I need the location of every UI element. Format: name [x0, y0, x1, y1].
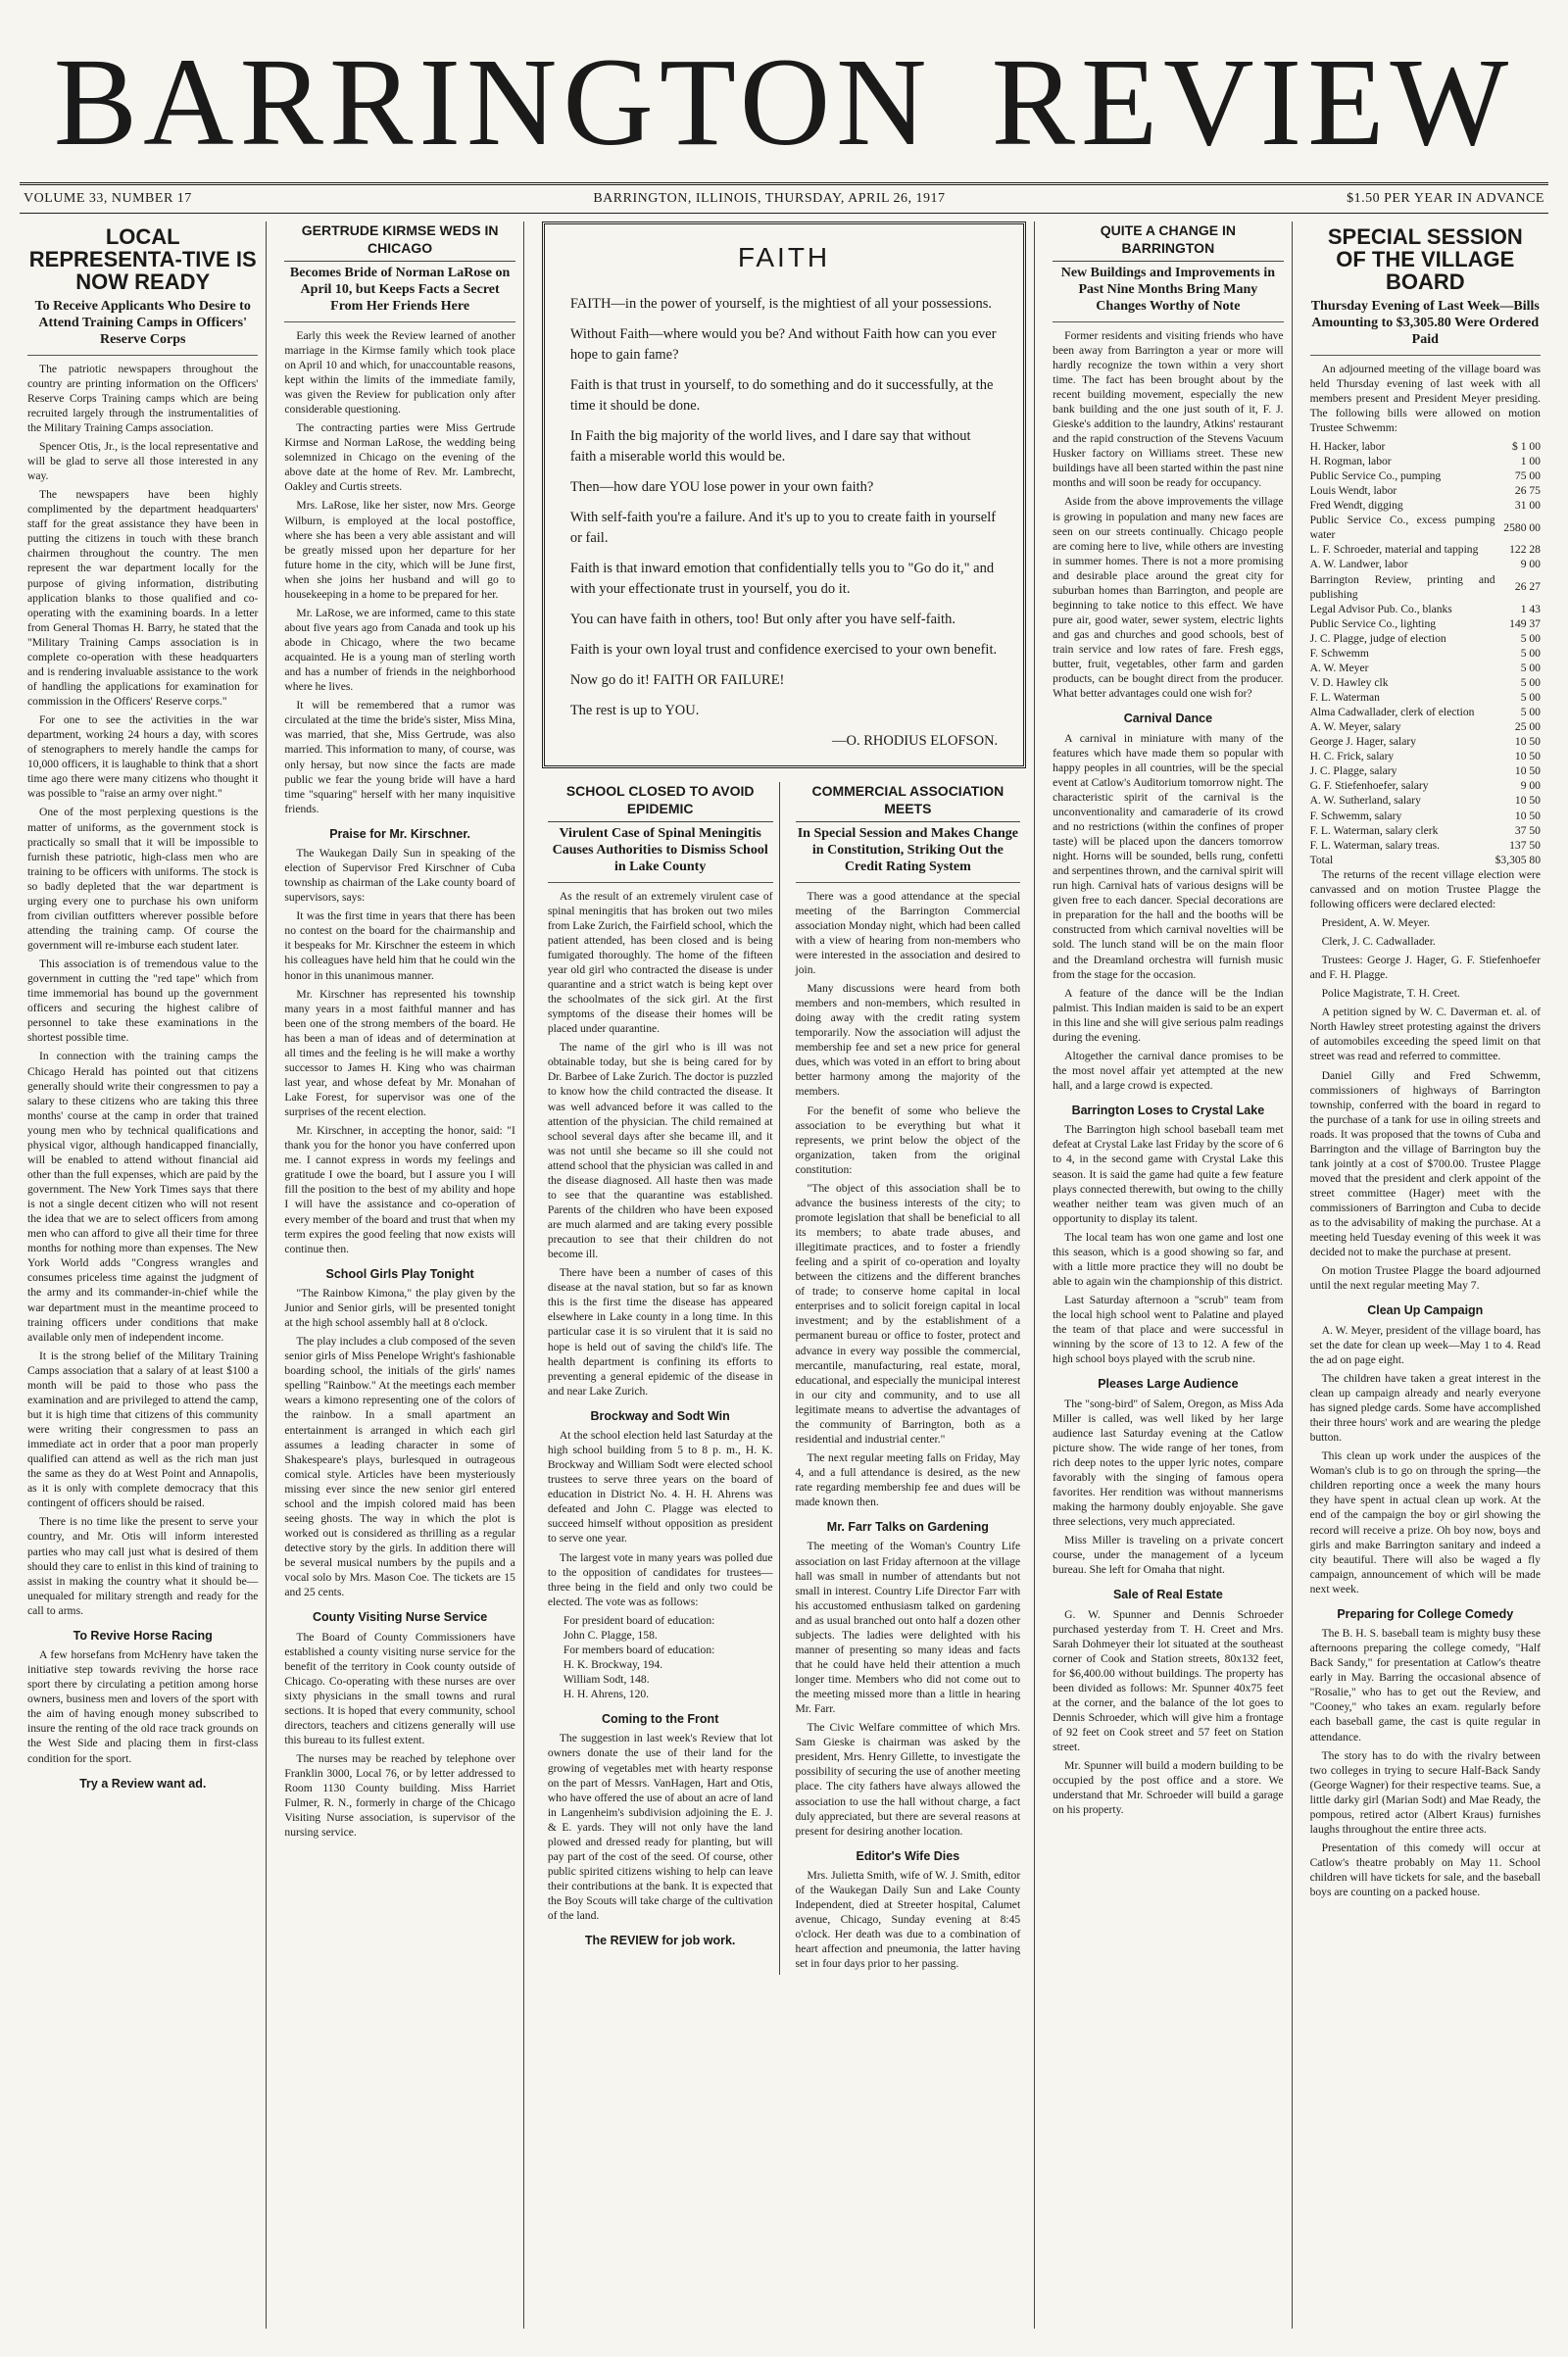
bill-payee: H. Rogman, labor: [1309, 455, 1392, 468]
paragraph: One of the most perplexing questions is the matter of uniforms, as the government stock is practically so small that it will be impossible to furnish these patriotic, high-class men who are training to be officers with uniforms. The stock is so badly depleted that the war department is urging every one to purchase his own uniform from civilian outfitters wherever possible before attending the training camp. Of course the government will re-imburse each student later.: [27, 806, 259, 953]
paragraph: The suggestion in last week's Review that lot owners donate the use of their land for the growing of vegetables met with hearty response on the part of Messrs. VanHagen, Hart and Otis, who have offered the use of about an acre of land in Langenheim's subdivision adjoining the E. J. & E. yards. They will not only have the land plowed and dressed ready for planting, but will pay part of the cost of the seed. Of course, other public spirited citizens wishing to help can leave their contributions at the bank. It is expected that the Boy Scouts will take charge of the cultivation of the land.: [547, 1732, 773, 1923]
paragraph: The nurses may be reached by telephone over Franklin 3000, Local 76, or by letter addressed to Room 1130 County building. Miss Harriet Fulmer, R. N., formerly in charge of the Chicago Visiting Nurse association, is supervisor of the nursing service.: [284, 1752, 515, 1840]
article-body: [27, 1647, 258, 1766]
footer-ad: Try a Review want ad.: [79, 1776, 207, 1791]
bill-payee: Total: [1309, 853, 1334, 866]
intro-paragraph: An adjourned meeting of the village board was held Thursday evening of last week with all members present and President Meyer presiding. The following bills were allowed on motion Trustee Schwemm:: [1309, 362, 1541, 434]
bill-amount: 5 00: [1520, 661, 1541, 674]
paragraph: William Sodt, 148.: [563, 1673, 650, 1686]
paragraph: The newspapers have been highly complimented by the department headquarters' staff for the great assistance they have been in putting the citizens in touch with these branch chairmen throughout the country. The men represent the war department locally for the purpose of giving information, distributing application blanks to those qualified and co-operating with the examining boards. In a letter from General Thomas H. Barry, he stated that the "Military Training Camps association is in complete co-operation with these headquarters and is rendering invaluable assistance to the work of handling the applications for examination for commission in the Officers' Reserve corps.": [27, 488, 259, 709]
paragraph: The play includes a club composed of the seven senior girls of Miss Penelope Wright's fashionable boarding school, the initials of the girls' names spelling "Rainbow." At the meetings each member wears a kimono representing one of the colors of the rainbow. In a small apartment an entertainment is arranged in which each girl assumes a leading character in some of Shakespeare's plays, burlesqued in outrageous comical style. Articles have been mysteriously missing ever since the new senior girl entered school and the impish colored maid has been seeing ghosts. The way in which the plot is worked out is considered as thrilling as a regular detective story by the girls. In addition there will be several musical numbers by the pupils and a vocal solo by Mrs. Mason Coe. The tickets are 15 and 25 cents.: [284, 1335, 515, 1599]
article-body: [548, 1731, 773, 1923]
headline: GERTRUDE KIRMSE WEDS IN CHICAGO: [284, 221, 514, 262]
bill-amount: 5 00: [1520, 646, 1541, 660]
column-6: [1302, 221, 1548, 2329]
bill-amount: 10 50: [1514, 750, 1541, 763]
bill-payee: A. W. Meyer: [1309, 661, 1369, 674]
paragraph: The contracting parties were Miss Gertrude Kirmse and Norman LaRose, the wedding being solemnized in Chicago on the evening of the above date at the home of Rev. Mr. Lambrecht, Oakley and Curtis streets.: [284, 421, 515, 494]
paragraph: Mr. Spunner will build a modern building to be occupied by the post office and a store. We understand that Mr. Schroeder will build a garage on his property.: [1053, 1759, 1284, 1817]
paragraph: "The object of this association shall be to advance the business interests of the city; to promote legislation that shall be beneficial to all its members; to abate trade abuses, and illegitimate practices, and to foster a friendly feeling and a spirit of co-operation and loyalty between the citizens and the different branches of trade; to conserve home capital in local enterprises and to solicit foreign capital in local investment; and by the establishment of a permanent bureau or office to foster, protect and advance in every way possible the commercial, mercantile, manufacturing, real estate, moral, educational, and especially the municipal interest in our city and community, and to use all legitimate means to advertise the advantages of the community of Barrington, both as a residential and industrial center.": [795, 1181, 1021, 1446]
column-4: [790, 782, 1027, 1976]
paragraph: John C. Plagge, 158.: [563, 1628, 658, 1642]
paragraph: The largest vote in many years was polled due to the opposition of candidates for trustees—three being in the field and only two could be elected. The vote was as follows:: [547, 1550, 773, 1608]
column-2: [276, 221, 523, 2329]
vote-list: [548, 1613, 773, 1701]
masthead-word-2: REVIEW: [991, 32, 1515, 172]
dateline: [20, 182, 1548, 214]
bill-amount: 75 00: [1514, 469, 1541, 483]
bill-amount: 26 75: [1514, 484, 1541, 498]
section-heading: County Visiting Nurse Service: [312, 1610, 488, 1625]
bill-payee: J. C. Plagge, judge of election: [1309, 631, 1446, 645]
article-body: [548, 889, 773, 1399]
subhead: Becomes Bride of Norman LaRose on April 10, but Keeps Facts a Secret From Her Friends Here: [284, 266, 514, 321]
section-heading: Coming to the Front: [601, 1712, 719, 1727]
bill-row: [1310, 661, 1541, 675]
article-body: [1310, 867, 1541, 1294]
paragraph: Faith is that trust in yourself, to do something and do it successfully, at the time it should be done.: [569, 376, 994, 414]
paragraph: Many discussions were heard from both members and non-members, which resulted in doing away with the credit rating system temporarily. Now the association will adjust the membership fee and set a new price for general dues, which was voted in an effort to bring about better harmony among the majority of the members.: [795, 982, 1021, 1099]
paragraph: Presentation of this comedy will occur at Catlow's theatre probably on May 11. School children will have tickets for sale, and the baseball boys are counting on a packed house.: [1309, 1841, 1541, 1899]
paragraph: Mr. Kirschner has represented his township many years in a most faithful manner and has been one of the strong members of the board. He has been a man of ideas and of determination at all times and the feeling is he will make a worthy successor to James H. King who was chairman last year, and whose defeat by Mr. Monahan of Lake Forest, for supervisor was one of the surprises of the recent election.: [284, 987, 515, 1119]
paragraph: There was a good attendance at the special meeting of the Barrington Commercial association Monday night, which had been called with a view of hearing from non-members who were interested in the association and desired to join.: [795, 889, 1021, 976]
section-heading: Praise for Mr. Kirschner.: [329, 826, 471, 841]
paragraph: The next regular meeting falls on Friday, May 4, and a full attendance is desired, as the new rate regarding membership fee and dues will be made known then.: [795, 1450, 1021, 1509]
paragraph: Mr. Kirschner, in accepting the honor, said: "I thank you for the honor you have conferred upon me. I cannot express in words my feelings and gratitude I owe the board, but I assure you I will fill the position to the best of my ability and hope I will have the assistance and co-operation of every member of the board and trust that when my term expires the good feeling that now exists will continue then.: [284, 1124, 515, 1255]
bill-payee: F. Schwemm, salary: [1309, 809, 1402, 822]
paragraph: Faith is your own loyal trust and confidence exercised to your own benefit.: [569, 641, 998, 658]
paragraph: The meeting of the Woman's Country Life association on last Friday afternoon at the village hall was small in number of attendants but not small in interest. Country Life Director Farr with his accustomed enthusiasm talked on gardening and as usual branched out onto half a dozen other subjects. The ladies were delighted with his manner of presenting so many ideas and facts that he could have held their attention a much longer time. Members who did not come out to the meeting missed more than a little in hearing Mr. Farr.: [795, 1540, 1021, 1716]
paragraph: You can have faith in others, too! But only after you have self-faith.: [569, 611, 956, 627]
paragraph: Clerk, J. C. Cadwallader.: [1321, 935, 1436, 949]
article-body: [1053, 1397, 1283, 1578]
bill-payee: A. W. Meyer, salary: [1309, 720, 1401, 734]
article-body: [284, 1630, 514, 1841]
bill-row: [1310, 631, 1541, 646]
bill-payee: F. Schwemm: [1309, 646, 1369, 660]
bill-amount: 26 27: [1514, 580, 1541, 594]
bill-amount: $ 1 00: [1512, 439, 1541, 453]
headline: SCHOOL CLOSED TO AVOID EPIDEMIC: [548, 782, 773, 822]
paragraph: For one to see the activities in the war department, working 24 hours a day, with scores of stenographers to merely handle the camps for 10,000 officers, it is laughable to think that a short time ago there were many citizens who thought it was possible to "raise an army over night.": [27, 713, 259, 801]
paragraph: This clean up work under the auspices of the Woman's club is to go on through the spring—the children reporting once a week the many hours they have spent in actual clean up work. At the end of the campaign the boy or girl showing the record will receive a prize. Oh boy now, boys and girls and make Barrington sanitary and indeed a city beautiful. There will also be waged a fly campaign, announcement of which will be made next week.: [1309, 1449, 1541, 1596]
bill-amount: 9 00: [1520, 779, 1541, 793]
bill-amount: 1 43: [1520, 602, 1541, 615]
article-body: [1053, 1122, 1283, 1366]
section-heading: Mr. Farr Talks on Gardening: [826, 1520, 989, 1535]
paragraph: "The Rainbow Kimona," the play given by the Junior and Senior girls, will be presented tonight at the high school assembly hall at 8 o'clock.: [284, 1286, 515, 1330]
subscription-price: $1.50 PER YEAR IN ADVANCE: [1347, 191, 1544, 206]
paragraph: The story has to do with the rivalry between two colleges in trying to secure Half-Back Sandy (George Wagner) for their respective teams. Sue, a little darky girl (Marian Sodt) and Mae Ready, the pompous, retired actor (Albert Kraus) furnishes laughs throughout the entire three acts.: [1309, 1748, 1541, 1836]
subhead: To Receive Applicants Who Desire to Attend Training Camps in Officers' Reserve Corps: [27, 299, 258, 355]
bill-payee: George J. Hager, salary: [1309, 735, 1417, 749]
paragraph: It will be remembered that a rumor was circulated at the time the bride's sister, Miss Mina, was married, that she, Miss Gertrude, was also married. This information to many, of course, was only hersay, but now since the facts are made public we fear the young bride will have a hard time "squaring" herself with her many inquisitive friends.: [284, 699, 515, 815]
paragraph: A. W. Meyer, president of the village board, has set the date for clean up week—May 1 to 4. Read the ad on page eight.: [1309, 1323, 1541, 1366]
bill-row: [1310, 602, 1541, 616]
bill-row: [1310, 542, 1541, 557]
bill-row: [1310, 483, 1541, 498]
bill-row: [1310, 572, 1541, 602]
paragraph: Early this week the Review learned of another marriage in the Kirmse family which took place on April 10 and which, for unaccountable reasons, kept within the limits of the immediate family, was given the Review for publication only after considerable questioning.: [284, 328, 515, 417]
paragraph: There have been a number of cases of this disease at the naval station, but so far as known this is the first time the disease has appeared elsewhere in Lake county in a long time. In this particular case it is so virulent that it is said no hope is held out of saving the child's life. The health department is confining its efforts to preventing a general epidemic of the disease in and near Lake Zurich.: [547, 1266, 773, 1398]
section-heading: To Revive Horse Racing: [73, 1628, 213, 1643]
article-body: [1053, 731, 1283, 1094]
place-date: BARRINGTON, ILLINOIS, THURSDAY, APRIL 26, 1917: [593, 191, 946, 206]
section-heading: Preparing for College Comedy: [1337, 1606, 1514, 1621]
center-subcolumns: [542, 782, 1026, 1976]
bill-row: [1310, 468, 1541, 483]
faith-box: [542, 221, 1026, 768]
paragraph: Last Saturday afternoon a "scrub" team from the local high school went to Palatine and played the team of that place and were successful in winning by the score of 13 to 12. A few of the high school boys played with the scrub nine.: [1053, 1294, 1284, 1366]
bill-payee: Legal Advisor Pub. Co., blanks: [1309, 602, 1452, 615]
article-body: [1053, 328, 1283, 702]
paragraph: On motion Trustee Plagge the board adjourned until the next regular meeting May 7.: [1309, 1264, 1541, 1293]
paragraph: The Barrington high school baseball team met defeat at Crystal Lake last Friday by the score of 6 to 4, in the second game with Crystal Lake this season. It is said the game had quite a few feature plays connected therewith, but owing to the chilly weather neither team was given much of an opportunity to display its talent.: [1053, 1123, 1284, 1225]
subhead: Virulent Case of Spinal Meningitis Causes Authorities to Dismiss School in Lake County: [548, 826, 773, 882]
article-body: [27, 362, 258, 1618]
bills-list: [1310, 439, 1541, 867]
bill-row: [1310, 719, 1541, 734]
bill-payee: V. D. Hawley clk: [1309, 675, 1389, 689]
bill-payee: Public Service Co., lighting: [1309, 616, 1437, 630]
column-5: [1045, 221, 1292, 2329]
paragraph: FAITH—in the power of yourself, is the mightiest of all your possessions.: [569, 295, 993, 312]
bill-payee: L. F. Schroeder, material and tapping: [1309, 543, 1479, 557]
bill-payee: J. C. Plagge, salary: [1309, 764, 1397, 778]
paragraph: A carnival in miniature with many of the features which have made them so popular with happy peoples in all countries, will be the special event at Catlow's Auditorium tomorrow night. The characteristic spirit of the carnival is the unconventionality and camaraderie of its crowd and no restrictions (within the confines of proper taste) will be placed upon the dancers tomorrow night. Horns will be sounded, bells rung, confetti and serpentines thrown, and the carnival spirit will run high. Carnival hats of various designs will be given free to each dancer. Special decorations are in preparation for the hall and the booths will be constructed from which carnival novelties will be sold. The lunch stand will be on the main floor and the Dreamland orchestra will furnish music from the stage for the occasion.: [1053, 731, 1284, 981]
subhead: Thursday Evening of Last Week—Bills Amounting to $3,305.80 Were Ordered Paid: [1310, 299, 1541, 355]
columns: [20, 221, 1548, 2329]
bill-amount: 10 50: [1514, 794, 1541, 808]
paragraph: As the result of an extremely virulent case of spinal meningitis that has broken out two miles from Lake Zurich, the Fairfield school, which the patient attended, has been closed and is being fumigated thoroughly. The home of the fifteen year old girl who contracted the disease is under quarantine and a strict watch is being kept over the schoolmates of the sick girl. At the first symptoms of the disease their homes will be placed under quarantine.: [547, 889, 773, 1036]
bill-amount: 137 50: [1509, 838, 1541, 852]
paragraph: The patriotic newspapers throughout the country are printing information on the Officers' Reserve Corps Training camps which are being recruited largely through the instrumentalities of the Military Training Camps association.: [27, 362, 259, 434]
article-body: [1310, 1323, 1541, 1596]
headline: COMMERCIAL ASSOCIATION MEETS: [796, 782, 1021, 822]
paragraph: A petition signed by W. C. Daverman et. al. of North Hawley street protesting against the drivers of automobiles exceeding the speed limit on that street was read and referred to committee.: [1309, 1006, 1541, 1063]
bill-payee: F. L. Waterman, salary clerk: [1309, 823, 1439, 837]
paragraph: Faith is that inward emotion that confidentially tells you to "Go do it," and with your effectionate trust in yourself, you do it.: [569, 560, 995, 597]
headline: LOCAL REPRESENTA-TIVE IS NOW READY: [28, 224, 257, 295]
faith-signature: —O. RHODIUS ELOFSON.: [831, 732, 999, 749]
section-heading: School Girls Play Tonight: [325, 1266, 474, 1281]
paragraph: In connection with the training camps the Chicago Herald has pointed out that citizens generally should write their congressmen to pay a salary to these citizens who are taking this three months' course at the camp in order that trained young men who by technical qualifications and physical vigor, although handicapped financially, will be enabled to attend without financial aid other than the full expenses, which are paid by the government. The New York Times says that there is not a single decent citizen who will not resent the idea that we are to select officers from among men who can afford to give all their time for three months for nothing more than expenses. The New York World adds "Congress wrangles and consumes priceless time against the judgment of the army and its commander-in-chief while the war department must in the meantime proceed to training officers under conditions that make available only men of independent income.: [27, 1050, 259, 1344]
paragraph: Spencer Otis, Jr., is the local representative and will be glad to serve all those interested in any way.: [27, 439, 259, 483]
paragraph: Trustees: George J. Hager, G. F. Stiefenhoefer and F. H. Plagge.: [1309, 954, 1541, 982]
bill-amount: 149 37: [1509, 616, 1541, 630]
bill-row: [1310, 838, 1541, 853]
paragraph: In Faith the big majority of the world lives, and I dare say that without faith a miserable world this would be.: [569, 427, 971, 465]
article-body: [1310, 1626, 1541, 1899]
bill-amount: 10 50: [1514, 809, 1541, 822]
bill-amount: 122 28: [1509, 543, 1541, 557]
bill-amount: 5 00: [1520, 691, 1541, 705]
paragraph: Police Magistrate, T. H. Creet.: [1321, 987, 1460, 1001]
subhead: New Buildings and Improvements in Past Nine Months Bring Many Changes Worthy of Note: [1053, 266, 1283, 321]
bill-amount: 2580 00: [1503, 520, 1541, 534]
paragraph: G. W. Spunner and Dennis Schroeder purchased yesterday from T. H. Creet and Mrs. Sarah Dohmeyer their lot situated at the southeast corner of Cook and Station streets, 80x132 feet, for $6,400.00 without buildings. The property has been divided as follows: Mr. Spunner 40x75 feet at the corner, and the balance of the lot goes to Dennis Schroeder, which will give him a frontage of 92 feet on Cook street and 57 feet on Station street.: [1053, 1607, 1284, 1754]
paragraph: The local team has won one game and lost one this season, which is a good showing so far, and with a little more practice they will no doubt be able to again win the championship of this district.: [1053, 1230, 1284, 1288]
paragraph: Daniel Gilly and Fred Schwemm, commissioners of highways of Barrington township, conferred with the board in regard to the purchase of a tank for use in oiling streets and roads. It was proposed that the towns of Cuba and Barrington and the village of Barrington buy the tank jointly at a cost of $700.00. Trustee Plagge moved that the president and clerk appoint of the street committee (Hager) meet with the commissioners of Barrington and Cuba to decide as to the advisability of making the purchase. At a meeting held Tuesday evening of this week it was decided not to make the purchase at present.: [1309, 1068, 1541, 1259]
paragraph: The name of the girl who is ill was not obtainable today, but she is being cared for by Dr. Barbee of Lake Zurich. The doctor is puzzled to know how the child contracted the disease. It was well advanced before it was called to the attention of the physician. The child remained at school several days after she became ill, and it was not until she became so ill she could not attend school that the physician was called in and the disease diagnosed. All haste then was made to see that the quarantine was established. Parents of the children who have been exposed are much alarmed and are taking every possible precaution to see that their children do not become ill.: [547, 1041, 773, 1261]
bill-payee: F. L. Waterman, salary treas.: [1309, 838, 1441, 852]
bill-row: [1310, 616, 1541, 631]
bill-amount: 31 00: [1514, 499, 1541, 513]
bill-row: [1310, 498, 1541, 513]
paragraph: With self-faith you're a failure. And it's up to you to create faith in yourself or fail.: [569, 509, 997, 546]
bill-payee: Barrington Review, printing and publishing: [1309, 572, 1495, 601]
section-heading: Clean Up Campaign: [1367, 1303, 1484, 1318]
bill-payee: H. Hacker, labor: [1309, 439, 1386, 453]
paragraph: The returns of the recent village election were canvassed and on motion Trustee Plagge the following officers were declared elected:: [1309, 867, 1541, 910]
article-body: [284, 846, 514, 1256]
paragraph: The B. H. S. baseball team is mighty busy these afternoons preparing the college comedy, "Half Back Sandy," for presentation at Catlow's theatre early in May. Barring the occasional absence of "Rosalie," who has to get out the Review, and "Cooney," who takes an exam. regularly before each baseball game, the cast is quite regular in attendance.: [1309, 1627, 1541, 1743]
paragraph: Then—how dare YOU lose power in your own faith?: [569, 478, 874, 495]
paragraph: It is the strong belief of the Military Training Camps association that a salary of at least $100 a month will be paid to those who pass the examination and are privileged to attend the camp, but it is high time that citizens of this community were writing their congressmen to pass an immediate act in order that a poor man properly qualified can attend as well as the rich man just the same as they do at West Point and Annapolis, as it is only with complete democracy that this contingent of officers should be raised.: [27, 1349, 259, 1510]
masthead-word-1: BARRINGTON: [53, 32, 933, 172]
headline: SPECIAL SESSION OF THE VILLAGE BOARD: [1327, 224, 1523, 295]
article-body: [1053, 1607, 1283, 1818]
article-body: [796, 1868, 1021, 1971]
bill-amount: 25 00: [1514, 720, 1541, 734]
bill-row: [1310, 513, 1541, 542]
paragraph: There is no time like the present to serve your country, and Mr. Otis will inform interested parties who may call just what is desired of them should they care to enlist in this kind of training to assist in making the country what it should be—unequaled for military strength and ready for the call to arms.: [27, 1515, 259, 1617]
masthead: [20, 32, 1548, 172]
paragraph: Without Faith—where would you be? And without Faith how can you ever hope to gain fame?: [569, 325, 997, 363]
paragraph: The Waukegan Daily Sun in speaking of the election of Supervisor Fred Kirschner of Cuba township as chairman of the Lake county board of supervisors, says:: [284, 847, 515, 905]
section-heading: Sale of Real Estate: [1112, 1588, 1223, 1602]
paragraph: The "song-bird" of Salem, Oregon, as Miss Ada Miller is called, was well liked by her large audience last Saturday evening at the Catlow picture show. The wide range of her tones, from rich deep notes to the upper lyric notes, compare favorably with the singing of famous opera favorites. Her rendition was without mannerisms making the harmony doubly enjoyable. She gave three selections, very much appreciated.: [1053, 1397, 1284, 1529]
headline: QUITE A CHANGE IN BARRINGTON: [1053, 221, 1283, 262]
bill-row: [1310, 809, 1541, 823]
bill-payee: A. W. Sutherland, salary: [1309, 794, 1421, 808]
bill-payee: Fred Wendt, digging: [1309, 499, 1403, 513]
bill-amount: 9 00: [1520, 558, 1541, 571]
bill-amount: $3,305 80: [1494, 853, 1541, 866]
paragraph: Aside from the above improvements the village is growing in population and many new faces are seen on our streets continually. Chicago people are coming here to live, while others are investing in summer homes. There is not a more promising and desirable place around the great city for suburban homes than Barrington, and people are beginning to take notice to this effect. We have pure air, good water, sewer system, electric lights and gas and churches and good schools, best of train service and low rates of fare. Fresh eggs, butter, fruit, vegetables, other farm and garden products, can be bought direct from the producer. What better advantages could one wish for?: [1053, 495, 1284, 701]
section-heading: Barrington Loses to Crystal Lake: [1071, 1104, 1265, 1118]
bill-payee: Alma Cadwallader, clerk of election: [1309, 706, 1475, 719]
paragraph: Altogether the carnival dance promises to be the most novel affair yet attempted at the new hall, and a large crowd is expected.: [1053, 1049, 1284, 1093]
center-block: [534, 221, 1035, 2329]
paragraph: The Board of County Commissioners have established a county visiting nurse service for the benefit of the territory in Cook county outside of Chicago. Co-operating with these nurses are over sixty physicians in the small towns and rural sections. It is hoped that every community, school directors, teachers and citizens generally will use this bureau to its fullest extent.: [284, 1630, 515, 1746]
bill-payee: F. L. Waterman: [1309, 691, 1380, 705]
bill-row: [1310, 705, 1541, 719]
bill-row: [1310, 690, 1541, 705]
footer-ad: The REVIEW for job work.: [584, 1934, 736, 1948]
section-heading: Carnival Dance: [1123, 712, 1213, 726]
subhead: In Special Session and Makes Change in Constitution, Striking Out the Credit Rating System: [796, 826, 1021, 882]
column-3: [542, 782, 780, 1976]
bill-row: [1310, 439, 1541, 454]
paragraph: For members board of education:: [563, 1643, 715, 1656]
paragraph: It was the first time in years that there has been no contest on the board for the chairmanship and it bespeaks for Mr. Kirschner the esteem in which his colleagues have held him that he could win the honor in this unanimous manner.: [284, 909, 515, 982]
faith-body: [570, 294, 998, 721]
paragraph: Mrs. Julietta Smith, wife of W. J. Smith, editor of the Waukegan Daily Sun and Lake County Independent, died at Streeter hospital, Calumet avenue, Chicago, Sunday evening at 8:45 o'clock. Her death was due to a combination of heart affection and pneumonia, the latter having set in four days prior to her passing.: [795, 1868, 1021, 1971]
bill-payee: G. F. Stiefenhoefer, salary: [1309, 779, 1429, 793]
paragraph: The Civic Welfare committee of which Mrs. Sam Gieske is chairman was asked by the president, Mrs. Henry Gillette, to investigate the possibility of securing the use of another meeting place. The city fathers have always allowed the association to use the hall without charge, a fact duly appreciated, but there are several reasons at present for desiring another location.: [795, 1721, 1021, 1838]
paragraph: At the school election held last Saturday at the high school building from 5 to 8 p. m., H. K. Brockway and William Sodt were elected school trustees to serve three years on the board of education in District No. 4. H. H. Ahrens was defeated and John C. Plagge was elected to succeed himself without opposition as president to serve one year.: [547, 1429, 773, 1546]
paragraph: This association is of tremendous value to the government in cutting the "red tape" which from time immemorial has bound up the government officers and securing the highest calibre of personnel to take these examinations in the shortest possible time.: [27, 958, 259, 1045]
bill-amount: 37 50: [1514, 823, 1541, 837]
faith-title: FAITH: [737, 242, 831, 272]
paragraph: H. K. Brockway, 194.: [563, 1657, 663, 1671]
section-heading: Brockway and Sodt Win: [590, 1408, 730, 1423]
section-heading: Editor's Wife Dies: [856, 1848, 960, 1863]
paragraph: A few horsefans from McHenry have taken the initiative step towards reviving the horse race sport there by circulating a petition among horse owners, business men and lovers of the sport with the aim of having enough money subscribed to insure the renting of the old race track grounds on the West Side and placing them in first-class condition for the sport.: [27, 1648, 259, 1765]
bill-row: [1310, 823, 1541, 838]
paragraph: H. H. Ahrens, 120.: [563, 1688, 650, 1701]
bill-row: [1310, 675, 1541, 690]
paragraph: A feature of the dance will be the Indian palmist. This Indian maiden is said to be an expert in this line and she will give serious palm readings during the evening.: [1053, 986, 1284, 1044]
bill-payee: Louis Wendt, labor: [1309, 484, 1397, 498]
paragraph: Mr. LaRose, we are informed, came to this state about five years ago from Canada and took up his abode in Chicago, where the two became acquainted. He is a young man of sterling worth and has a number of friends in the neighborhood where he lives.: [284, 606, 515, 694]
column-1: [20, 221, 267, 2329]
bill-amount: 5 00: [1520, 675, 1541, 689]
bill-amount: 5 00: [1520, 631, 1541, 645]
paragraph: Miss Miller is traveling on a private concert course, under the management of a lyceum bureau. She left for Omaha that night.: [1053, 1534, 1284, 1577]
bill-payee: Public Service Co., excess pumping water: [1309, 514, 1495, 542]
bill-row: [1310, 557, 1541, 571]
paragraph: Now go do it! FAITH OR FAILURE!: [569, 671, 785, 688]
article-body: [284, 1286, 514, 1599]
bill-row: [1310, 646, 1541, 661]
section-heading: Pleases Large Audience: [1098, 1377, 1239, 1392]
bill-amount: 10 50: [1514, 735, 1541, 749]
bill-payee: H. C. Frick, salary: [1309, 750, 1395, 763]
bill-row: [1310, 749, 1541, 763]
newspaper-page: [20, 32, 1548, 2323]
paragraph: Former residents and visiting friends who have been away from Barrington a year or more will hardly recognize the town within a very short time. The fact has been brought about by the recent building movement, especially the new bank building and the one just south of it, F. J. Gieske's addition to the laundry, Atkins' restaurant and the rapid construction of the Stevens Vacuum Husker factory on Williams street. These new buildings have all been started within the past nine months and will soon be ready for occupancy.: [1053, 328, 1284, 490]
bill-payee: A. W. Landwer, labor: [1309, 558, 1408, 571]
bill-amount: 5 00: [1520, 706, 1541, 719]
paragraph: Mrs. LaRose, like her sister, now Mrs. George Wilburn, is employed at the local postoffice, where she has been a very able assistant and will be greatly missed upon her departure for her future home in the city, which will be June first, when she joins her husband and will go to housekeeping in a home to be prepared for her.: [284, 499, 515, 601]
bill-row: [1310, 793, 1541, 808]
paragraph: President, A. W. Meyer.: [1321, 915, 1431, 929]
bill-row: [1310, 853, 1541, 867]
article-body: [796, 889, 1021, 1510]
paragraph: The rest is up to YOU.: [569, 702, 700, 718]
volume-number: VOLUME 33, NUMBER 17: [24, 191, 192, 206]
bill-row: [1310, 454, 1541, 468]
article-body: [548, 1428, 773, 1609]
paragraph: For president board of education:: [563, 1613, 715, 1627]
bill-row: [1310, 734, 1541, 749]
article-body: [284, 328, 514, 816]
bill-amount: 1 00: [1520, 455, 1541, 468]
bill-row: [1310, 763, 1541, 778]
paragraph: For the benefit of some who believe the association to be everything but what it represents, we print below the object of the organization, taken from the original constitution:: [795, 1104, 1021, 1176]
bill-payee: Public Service Co., pumping: [1309, 469, 1442, 483]
article-body: [796, 1539, 1021, 1838]
bill-row: [1310, 778, 1541, 793]
bill-amount: 10 50: [1514, 764, 1541, 778]
paragraph: The children have taken a great interest in the clean up campaign already and nearly everyone has signed pledge cards. Some have accomplished their three hours' work and are wearing the pledge button.: [1309, 1371, 1541, 1445]
